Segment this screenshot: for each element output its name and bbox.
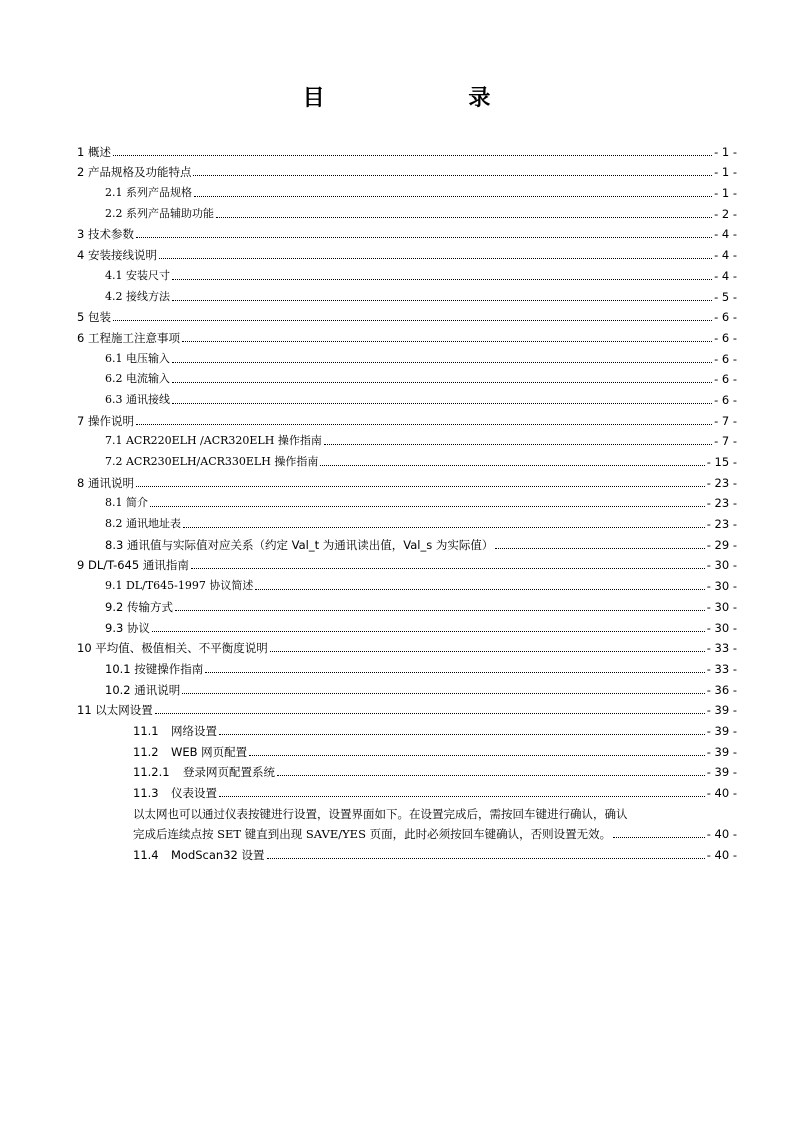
toc-entry-label: 2.1 系列产品规格	[105, 186, 192, 200]
toc-entry-level-2[interactable]	[77, 345, 737, 366]
toc-entry-label: 3 技术参数	[77, 227, 134, 242]
dot-leader	[191, 567, 705, 569]
toc-entry-level-2[interactable]	[77, 572, 737, 593]
toc-page-number: - 30 -	[706, 579, 737, 594]
toc-entry-label: 9 DL/T-645 通讯指南	[77, 558, 189, 573]
toc-page-number: - 30 -	[706, 599, 737, 614]
dot-leader	[182, 692, 704, 694]
toc-page-number: - 6 -	[714, 330, 737, 345]
toc-entry-label: 完成后连续点按 SET 键直到出现 SAVE/YES 页面，此时必须按回车键确认，否则设置无效。	[133, 827, 612, 842]
toc-page-number: - 30 -	[706, 558, 737, 573]
toc-page-number: - 7 -	[714, 434, 737, 449]
dot-leader	[152, 630, 705, 632]
toc-page-number: - 6 -	[714, 392, 737, 407]
toc-entry-number: 11.4	[133, 848, 159, 863]
toc-page-number: - 40 -	[706, 827, 737, 842]
toc-entry-text: WEB 网页配置	[171, 744, 248, 759]
toc-entry-number: 11.3	[133, 786, 159, 800]
dot-leader	[216, 216, 712, 218]
toc-page-number: - 40 -	[706, 848, 737, 863]
dot-leader	[113, 319, 712, 321]
toc-entry-level-1[interactable]	[77, 469, 737, 490]
toc-page-number: - 4 -	[714, 227, 737, 242]
toc-entry-label: 6.3 通讯接线	[105, 392, 170, 406]
toc-entry-level-2[interactable]	[77, 676, 737, 697]
toc-page-number: - 4 -	[714, 268, 737, 283]
toc-entry-label: 6 工程施工注意事项	[77, 330, 180, 345]
toc-page-number: - 39 -	[706, 744, 737, 759]
toc-entry-label: 10.1 按键操作指南	[105, 661, 204, 676]
toc-entry-level-2[interactable]	[77, 428, 737, 449]
toc-entry-label: 4.2 接线方法	[105, 289, 170, 303]
dot-leader	[172, 278, 712, 280]
toc-entry-label	[133, 786, 217, 800]
toc-entry-level-1[interactable]	[77, 304, 737, 325]
dot-leader	[159, 257, 712, 259]
toc-entry-level-2[interactable]	[77, 614, 737, 635]
toc-page-number: - 33 -	[706, 661, 737, 676]
toc-page-number: - 1 -	[714, 165, 737, 180]
toc-entry-label: 7.1 ACR220ELH /ACR320ELH 操作指南	[105, 434, 322, 448]
toc-entry-label: 9.2 传输方式	[105, 599, 173, 614]
toc-entry-label: 9.1 DL/T645-1997 协议简述	[105, 579, 254, 593]
toc-entry-label: 2.2 系列产品辅助功能	[105, 206, 214, 220]
toc-entry-label: 8 通讯说明	[77, 475, 134, 490]
toc-page-number: - 6 -	[714, 351, 737, 366]
toc-entry-level-2[interactable]	[77, 179, 737, 200]
toc-entry-text: 网络设置	[171, 723, 217, 738]
toc-entry-label: 11 以太网设置	[77, 703, 153, 718]
toc-entry-text: 登录网页配置系统	[183, 765, 275, 780]
toc-entry-label: 6.2 电流输入	[105, 372, 170, 386]
toc-entry-label: 10 平均值、极值相关、不平衡度说明	[77, 641, 268, 656]
dot-leader	[183, 526, 705, 528]
toc-entry-label: 5 包装	[77, 310, 111, 325]
toc-entry-level-2[interactable]	[77, 262, 737, 283]
toc-entry-level-2[interactable]	[77, 366, 737, 387]
toc-page-number: - 30 -	[706, 620, 737, 635]
dot-leader	[324, 443, 712, 445]
toc-entry-label: 1 概述	[77, 144, 111, 159]
dot-leader	[113, 154, 712, 156]
toc-page-number: - 7 -	[714, 413, 737, 428]
dot-leader	[270, 650, 705, 652]
toc-entry-level-1[interactable]	[77, 241, 737, 262]
toc-entry-level-2[interactable]	[77, 531, 737, 552]
toc-entry-number: 11.2.1	[133, 765, 170, 780]
toc-entry-label: 8.2 通讯地址表	[105, 517, 181, 531]
toc-page-number: - 6 -	[714, 372, 737, 387]
dot-leader	[172, 402, 712, 404]
dot-leader	[182, 340, 712, 342]
toc-entry-label: 4.1 安装尺寸	[105, 268, 170, 282]
dot-leader	[172, 299, 712, 301]
toc-entry-text: 仪表设置	[171, 786, 217, 800]
toc-entry-label: 以太网也可以通过仪表按键进行设置，设置界面如下。在设置完成后，需按回车键进行确认，确认	[133, 806, 628, 821]
toc-entry-number: 11.1	[133, 723, 159, 738]
toc-page-number: - 29 -	[706, 537, 737, 552]
dot-leader	[172, 381, 712, 383]
dot-leader	[255, 588, 704, 590]
toc-page-number: - 6 -	[714, 310, 737, 325]
dot-leader	[277, 774, 705, 776]
toc-entry-label	[133, 765, 275, 779]
toc-entry-label: 7.2 ACR230ELH/ACR330ELH 操作指南	[105, 455, 319, 468]
dot-leader	[205, 671, 704, 673]
toc-entry-label: 4 安装接线说明	[77, 248, 157, 263]
toc-paragraph-line	[77, 800, 737, 821]
dot-leader	[172, 361, 712, 363]
toc-entry-label	[133, 724, 217, 738]
dot-leader	[194, 195, 712, 197]
toc-entry-level-1[interactable]	[77, 407, 737, 428]
dot-leader	[136, 423, 712, 425]
toc-entry-level-1[interactable]	[77, 324, 737, 345]
toc-entry-level-3[interactable]	[77, 738, 737, 759]
toc-entry-label: 10.2 通讯说明	[105, 682, 181, 697]
toc-page-number: - 39 -	[706, 703, 737, 718]
toc-page-number: - 33 -	[706, 641, 737, 656]
dot-leader	[495, 547, 704, 549]
dot-leader	[150, 505, 705, 507]
toc-entry-level-2[interactable]	[77, 655, 737, 676]
toc-list	[77, 138, 737, 862]
toc-page-number: - 15 -	[706, 455, 737, 469]
toc-entry-label	[133, 848, 265, 862]
toc-page-number: - 39 -	[706, 765, 737, 780]
dot-leader	[320, 464, 704, 466]
toc-entry-level-1[interactable]	[77, 138, 737, 159]
dot-leader	[613, 836, 705, 838]
toc-entry-number: 11.2	[133, 744, 159, 759]
toc-entry-label	[133, 745, 247, 759]
dot-leader	[175, 609, 705, 611]
toc-entry-level-3[interactable]	[77, 779, 737, 800]
toc-entry-level-1[interactable]	[77, 159, 737, 180]
toc-entry-level-2[interactable]	[77, 490, 737, 511]
toc-page-number: - 2 -	[714, 206, 737, 221]
toc-page-number: - 4 -	[714, 248, 737, 263]
toc-entry-level-1[interactable]	[77, 221, 737, 242]
toc-entry-label: 2 产品规格及功能特点	[77, 165, 192, 180]
dot-leader	[193, 174, 712, 176]
toc-entry-level-2[interactable]	[77, 283, 737, 304]
toc-page-number: - 1 -	[714, 144, 737, 159]
toc-entry-level-3[interactable]	[77, 841, 737, 862]
toc-entry-level-3[interactable]	[77, 759, 737, 780]
toc-page-number: - 23 -	[706, 475, 737, 490]
toc-page-number: - 39 -	[706, 723, 737, 738]
toc-entry-level-1[interactable]	[77, 635, 737, 656]
toc-page-number: - 36 -	[706, 682, 737, 697]
toc-entry-level-2[interactable]	[77, 593, 737, 614]
toc-entry-label: 6.1 电压输入	[105, 351, 170, 365]
toc-page-number: - 23 -	[706, 496, 737, 511]
toc-entry-level-2[interactable]	[77, 386, 737, 407]
toc-entry-level-2[interactable]	[77, 200, 737, 221]
toc-page-number: - 23 -	[706, 517, 737, 532]
dot-leader	[219, 795, 705, 797]
toc-entry-label: 7 操作说明	[77, 413, 134, 428]
dot-leader	[155, 712, 705, 714]
dot-leader	[249, 754, 705, 756]
dot-leader	[136, 485, 705, 487]
toc-entry-level-1[interactable]	[77, 697, 737, 718]
toc-entry-level-3[interactable]	[77, 717, 737, 738]
toc-page-number: - 1 -	[714, 186, 737, 201]
toc-page-number: - 40 -	[706, 786, 737, 800]
page-title: 目 录	[302, 86, 559, 111]
toc-entry-text: ModScan32 设置	[171, 848, 265, 863]
toc-entry-level-2[interactable]	[77, 448, 737, 469]
toc-entry-label: 8.3 通讯值与实际值对应关系（约定 Val_t 为通讯读出值，Val_s 为实际值）	[105, 537, 494, 552]
toc-paragraph-line	[77, 821, 737, 842]
toc-entry-level-1[interactable]	[77, 552, 737, 573]
toc-entry-label: 9.3 协议	[105, 620, 150, 635]
toc-entry-level-2[interactable]	[77, 510, 737, 531]
toc-entry-label: 8.1 简介	[105, 496, 148, 510]
toc-page-number: - 5 -	[714, 289, 737, 304]
dot-leader	[267, 857, 705, 859]
dot-leader	[136, 236, 712, 238]
dot-leader	[219, 733, 705, 735]
